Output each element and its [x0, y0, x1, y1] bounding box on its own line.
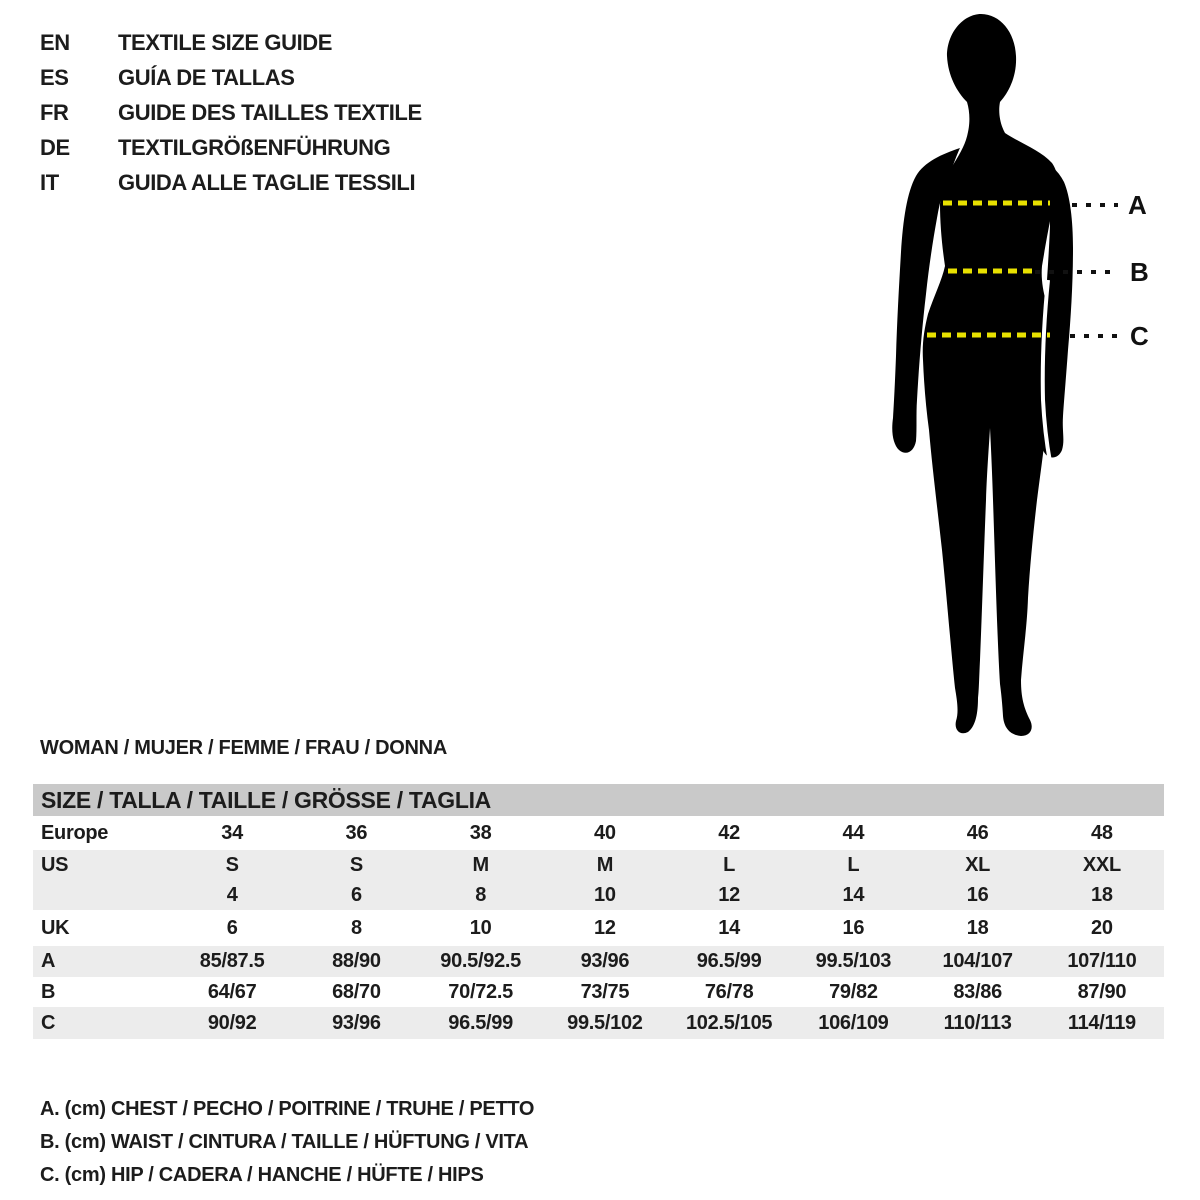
- size-table: [33, 784, 1164, 1039]
- table-row-waist: [33, 977, 1164, 1007]
- silhouette-body: [923, 14, 1058, 736]
- size-cell: 42: [718, 821, 740, 844]
- table-row-europe: [33, 816, 1164, 850]
- size-cell: 8: [475, 883, 487, 906]
- lang-code: EN: [40, 30, 70, 55]
- size-cell: S: [225, 853, 239, 876]
- marker-b-label: B: [1130, 257, 1149, 287]
- row-label: C: [41, 1011, 56, 1034]
- size-cell: 99.5/102: [567, 1011, 643, 1034]
- size-cell: 90.5/92.5: [440, 950, 521, 972]
- size-cell: 6: [226, 916, 238, 939]
- lang-row-fr: [40, 101, 422, 124]
- table-row-hip: [33, 1007, 1164, 1039]
- size-cell: 83/86: [953, 980, 1002, 1003]
- measurement-legend: [40, 1093, 534, 1192]
- size-cell: 14: [718, 916, 740, 939]
- size-cell: 36: [345, 821, 368, 844]
- size-cell: 93/96: [580, 950, 630, 972]
- size-cell: 16: [842, 916, 865, 939]
- size-cell: 114/119: [1067, 1011, 1136, 1034]
- lang-row-it: [40, 171, 422, 194]
- size-cell: 104/107: [942, 950, 1013, 972]
- legend-chest: A. (cm) CHEST / PECHO / POITRINE / TRUHE / PETTO: [40, 1098, 535, 1120]
- size-cell: 106/109: [818, 1011, 889, 1034]
- size-cell: 4: [226, 883, 238, 906]
- size-cell: M: [472, 853, 489, 876]
- table-row-us-letters: [33, 850, 1164, 880]
- row-label: US: [41, 853, 69, 876]
- size-table-header: SIZE / TALLA / TAILLE / GRÖSSE / TAGLIA: [33, 784, 1164, 816]
- size-cell: L: [847, 853, 860, 876]
- size-cell: 8: [350, 916, 362, 939]
- size-cell: 64/67: [207, 980, 257, 1003]
- size-cell: 46: [966, 821, 989, 844]
- row-label: [33, 880, 170, 910]
- size-cell: 10: [469, 916, 492, 939]
- size-cell: 110/113: [943, 1011, 1012, 1034]
- row-label: UK: [41, 916, 70, 939]
- lang-row-en: [40, 31, 422, 54]
- size-cell: 96.5/99: [448, 1011, 513, 1034]
- legend-hip: C. (cm) HIP / CADERA / HANCHE / HÜFTE / HIPS: [40, 1164, 484, 1186]
- size-cell: 40: [594, 821, 616, 844]
- lang-title: GUÍA DE TALLAS: [118, 65, 295, 90]
- size-cell: L: [723, 853, 736, 876]
- table-row-chest: [33, 946, 1164, 977]
- gender-heading: WOMAN / MUJER / FEMME / FRAU / DONNA: [40, 737, 447, 759]
- size-cell: 16: [966, 883, 989, 906]
- language-title-block: [40, 31, 422, 194]
- size-cell: 79/82: [829, 980, 878, 1003]
- size-cell: 44: [842, 821, 865, 844]
- table-row-us-numbers: [33, 880, 1164, 910]
- woman-silhouette-figure: [890, 0, 1200, 745]
- size-cell: 6: [350, 883, 362, 906]
- size-cell: 20: [1091, 916, 1113, 939]
- size-cell: 96.5/99: [696, 950, 762, 972]
- size-cell: XL: [965, 853, 991, 876]
- size-cell: 87/90: [1077, 980, 1127, 1003]
- size-cell: 12: [594, 916, 616, 939]
- lang-code: FR: [40, 100, 69, 125]
- marker-c-label: C: [1130, 321, 1149, 351]
- size-cell: 93/96: [332, 1011, 381, 1034]
- lang-code: ES: [40, 65, 69, 90]
- size-cell: 73/75: [580, 980, 630, 1003]
- marker-a-label: A: [1128, 190, 1147, 220]
- size-cell: 14: [842, 883, 865, 906]
- size-cell: 10: [594, 883, 616, 906]
- size-cell: 12: [718, 883, 740, 906]
- size-cell: 90/92: [207, 1011, 257, 1034]
- lang-code: DE: [40, 135, 70, 160]
- size-cell: 38: [469, 821, 492, 844]
- lang-title: GUIDE DES TAILLES TEXTILE: [118, 100, 422, 125]
- row-label: A: [41, 950, 56, 972]
- size-cell: 48: [1091, 821, 1113, 844]
- size-cell: 34: [221, 821, 243, 844]
- size-cell: 102.5/105: [685, 1011, 773, 1034]
- size-cell: XXL: [1082, 853, 1121, 876]
- size-cell: 18: [1091, 883, 1113, 906]
- table-row-uk: [33, 910, 1164, 946]
- lang-title: GUIDA ALLE TAGLIE TESSILI: [118, 170, 416, 195]
- size-cell: 99.5/103: [815, 950, 892, 972]
- size-cell: S: [349, 853, 363, 876]
- lang-row-es: [40, 66, 422, 89]
- row-label: B: [41, 980, 56, 1003]
- lang-title: TEXTILE SIZE GUIDE: [118, 30, 333, 55]
- size-cell: 76/78: [704, 980, 754, 1003]
- size-cell: 68/70: [332, 980, 381, 1003]
- lang-code: IT: [40, 170, 59, 195]
- size-cell: 107/110: [1067, 950, 1137, 972]
- size-cell: 70/72.5: [448, 980, 513, 1003]
- size-cell: 18: [966, 916, 989, 939]
- size-cell: 88/90: [332, 950, 381, 972]
- lang-title: TEXTILGRÖßENFÜHRUNG: [118, 135, 391, 160]
- size-cell: 85/87.5: [199, 950, 265, 972]
- row-label: Europe: [41, 821, 109, 844]
- legend-waist: B. (cm) WAIST / CINTURA / TAILLE / HÜFTUNG / VITA: [40, 1131, 529, 1153]
- lang-row-de: [40, 136, 422, 159]
- size-cell: M: [596, 853, 614, 876]
